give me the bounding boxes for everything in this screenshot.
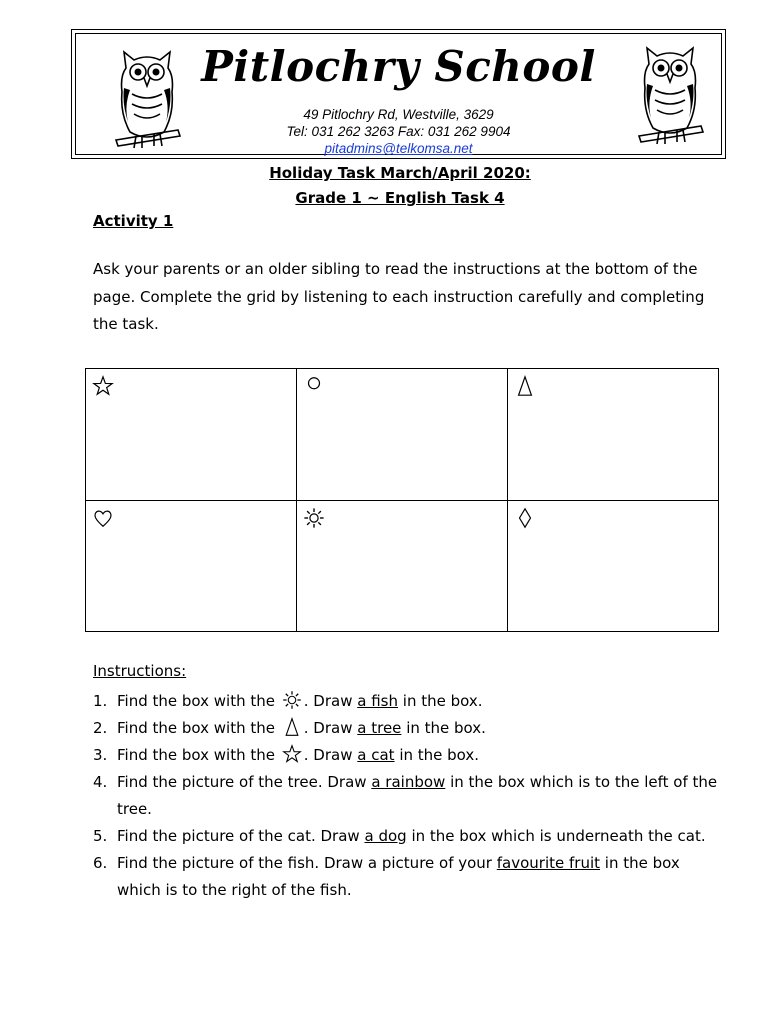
- sun-icon: [282, 690, 302, 710]
- instruction-text: in the box.: [399, 746, 480, 764]
- grid-row: [86, 369, 719, 501]
- heart-icon: [92, 507, 114, 529]
- sun-icon: [303, 507, 325, 529]
- instruction-number: 5.: [93, 827, 108, 845]
- instruction-target: a fish: [357, 692, 398, 710]
- instruction-target: favourite fruit: [496, 854, 601, 872]
- instruction-text: . Draw: [303, 719, 353, 737]
- triangle-icon: [282, 717, 302, 737]
- instruction-item: [93, 688, 723, 715]
- instruction-number: 2.: [93, 719, 108, 737]
- instruction-item: [93, 850, 723, 904]
- instruction-number: 4.: [93, 773, 108, 791]
- grid-cell-star[interactable]: [86, 369, 297, 501]
- instructions-list: [93, 688, 723, 904]
- instruction-item: [93, 769, 723, 823]
- instruction-text: in the box which is to the left of the tree.: [117, 773, 718, 818]
- triangle-icon: [514, 375, 536, 397]
- circle-icon: [303, 375, 325, 397]
- instruction-text: in the box which is to the right of the fish.: [117, 854, 680, 899]
- instruction-target: a dog: [364, 827, 407, 845]
- instruction-text: Find the picture of the fish. Draw a picture of your: [117, 854, 492, 872]
- star-icon: [282, 744, 302, 764]
- instruction-item: [93, 823, 723, 850]
- instruction-item: [93, 742, 723, 769]
- task-subtitle: Grade 1 ~ English Task 4: [295, 189, 505, 207]
- instructions-heading: Instructions:: [93, 662, 187, 680]
- instruction-text: Find the box with the: [117, 719, 275, 737]
- school-letterhead: [71, 29, 726, 159]
- owl-logo-icon: [633, 40, 707, 152]
- school-name: Pitlochry School: [201, 42, 596, 91]
- instruction-number: 6.: [93, 854, 108, 872]
- diamond-icon: [514, 507, 536, 529]
- instruction-target: a rainbow: [371, 773, 446, 791]
- grid-row: [86, 500, 719, 632]
- school-email-link[interactable]: pitadmins@telkomsa.net: [324, 141, 473, 156]
- instruction-text: in the box.: [402, 692, 483, 710]
- activity-heading: Activity 1: [93, 212, 174, 230]
- grid-cell-diamond[interactable]: [508, 500, 719, 632]
- grid-cell-heart[interactable]: [86, 500, 297, 632]
- school-phone-fax: Tel: 031 262 3263 Fax: 031 262 9904: [286, 124, 511, 139]
- activity-intro: Ask your parents or an older sibling to read the instructions at the bottom of the page. Complete the grid by listening to each instruction carefully and completing the task.: [93, 260, 705, 333]
- instruction-text: in the box which is underneath the cat.: [411, 827, 706, 845]
- instruction-text: . Draw: [303, 692, 353, 710]
- drawing-grid: [85, 368, 719, 632]
- grid-cell-circle[interactable]: [297, 369, 508, 501]
- instruction-target: a cat: [357, 746, 395, 764]
- letterhead-inner-border: [75, 33, 722, 155]
- task-title: Holiday Task March/April 2020:: [269, 164, 531, 182]
- instruction-number: 1.: [93, 692, 108, 710]
- grid-cell-sun[interactable]: [297, 500, 508, 632]
- instruction-text: Find the picture of the cat. Draw: [117, 827, 360, 845]
- instruction-item: [93, 715, 723, 742]
- school-address: 49 Pitlochry Rd, Westville, 3629: [303, 107, 494, 122]
- instruction-text: Find the picture of the tree. Draw: [117, 773, 367, 791]
- instruction-text: . Draw: [303, 746, 353, 764]
- star-icon: [92, 375, 114, 397]
- instruction-text: Find the box with the: [117, 692, 275, 710]
- grid-cell-triangle[interactable]: [508, 369, 719, 501]
- instruction-target: a tree: [357, 719, 402, 737]
- instruction-number: 3.: [93, 746, 108, 764]
- instruction-text: in the box.: [406, 719, 486, 737]
- instruction-text: Find the box with the: [117, 746, 275, 764]
